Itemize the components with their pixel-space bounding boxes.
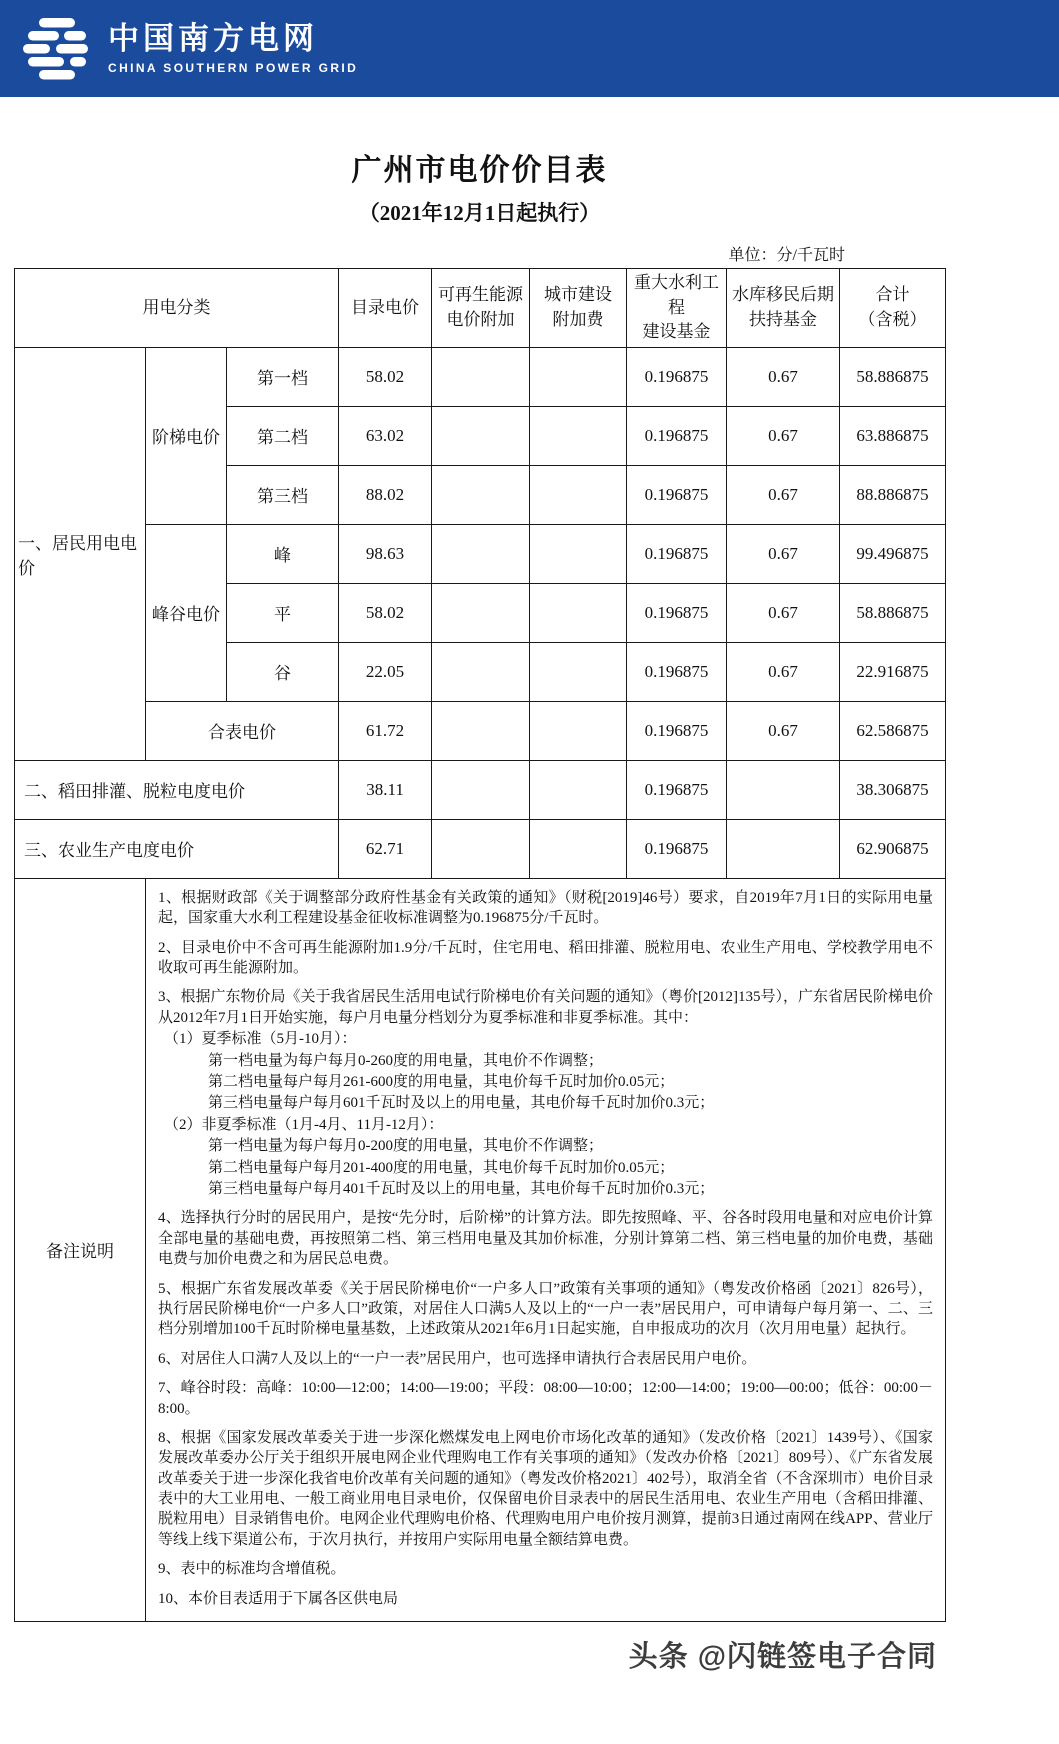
tier-name: 第一档	[227, 347, 339, 406]
col-header-reservoir-fund: 水库移民后期 扶持基金	[727, 269, 840, 348]
tier-name: 谷	[227, 642, 339, 701]
note-item-8: 8、根据《国家发展改革委关于进一步深化燃煤发电上网电价市场化改革的通知》（发改价格〔2021〕1439号）、《国家发展改革委办公厅关于组织开展电网企业代理购电工作有关事项的通知》（发改办价格〔2021〕809号）、《广东省发展改革委关于进一步深化我省电价改革有关问题的通知》（粤发改价格2021〕402号），取消全省（不含深圳市）电价目录表中的大工业用电、一般工商业用电目录电价，仅保留电价目录表中的居民生活用电、农业生产用电（含稻田排灌、脱粒用电）目录销售电价。电网企业代理购电价格、代理购电用户电价按月测算，提前3日通过南网在线APP、营业厅等线上线下渠道公布，于次月执行，并按用户实际用电量全额结算电费。	[158, 1429, 934, 1548]
reservoir-fund-value: 0.67	[727, 642, 840, 701]
catalog-price-value: 22.05	[339, 642, 432, 701]
brand-header-band	[0, 0, 1059, 97]
reservoir-fund-value	[727, 819, 840, 878]
note-item-5: 5、根据广东省发展改革委《关于居民阶梯电价“一户多人口”政策有关事项的通知》（粤发改价格函〔2021〕826号），执行居民阶梯电价“一户多人口”政策，对居住人口满5人及以上的“一户一表”居民用户，可申请每户每月第一、二、三档分别增加100千瓦时阶梯电量基数，上述政策从2021年6月1日起实施，自申报成功的次月（次月用电量）起执行。	[158, 1280, 934, 1338]
water-fund-value: 0.196875	[627, 760, 727, 819]
total-value: 62.906875	[840, 819, 946, 878]
col-header-category: 用电分类	[15, 269, 339, 348]
water-fund-value: 0.196875	[627, 642, 727, 701]
urban-fee-value	[530, 347, 627, 406]
water-fund-value: 0.196875	[627, 406, 727, 465]
table-row-combined-meter	[15, 701, 946, 760]
water-fund-value: 0.196875	[627, 583, 727, 642]
total-value: 58.886875	[840, 347, 946, 406]
csg-logo-icon	[22, 17, 92, 81]
brand-name-en: CHINA SOUTHERN POWER GRID	[108, 61, 359, 76]
watermark: 头条 @闪链签电子合同	[628, 1641, 937, 1674]
reservoir-fund-value: 0.67	[727, 701, 840, 760]
water-fund-value: 0.196875	[627, 347, 727, 406]
note-item-3: 3、根据广东物价局《关于我省居民生活用电试行阶梯电价有关问题的通知》（粤价[2012]135号），广东省居民阶梯电价从2012年7月1日开始实施，每户月电量分档划分为夏季标准和非夏季标准。其中：	[158, 989, 934, 1026]
brand-name-cn: 中国南方电网	[108, 20, 318, 56]
col-header-catalog-price: 目录电价	[339, 269, 432, 348]
water-fund-value: 0.196875	[627, 701, 727, 760]
tier-name: 第三档	[227, 465, 339, 524]
urban-fee-value	[530, 701, 627, 760]
urban-fee-value	[530, 819, 627, 878]
residential-category-label: 一、居民用电电价	[15, 347, 146, 760]
note-item-3-summer-t1: 第一档电量为每户每月0-260度的用电量，其电价不作调整；	[208, 1052, 603, 1069]
col-header-water-fund: 重大水利工程 建设基金	[627, 269, 727, 348]
renewable-surcharge-value	[432, 465, 530, 524]
urban-fee-value	[530, 465, 627, 524]
total-value: 58.886875	[840, 583, 946, 642]
catalog-price-value: 63.02	[339, 406, 432, 465]
table-row-tier1	[15, 347, 946, 406]
catalog-price-value: 62.71	[339, 819, 432, 878]
tier-name: 峰	[227, 524, 339, 583]
table-row-peak	[15, 524, 946, 583]
urban-fee-value	[530, 760, 627, 819]
renewable-surcharge-value	[432, 583, 530, 642]
urban-fee-value	[530, 524, 627, 583]
urban-fee-value	[530, 642, 627, 701]
catalog-price-value: 88.02	[339, 465, 432, 524]
col-header-total: 合计 （含税）	[840, 269, 946, 348]
note-item-3-nonsummer-t1: 第一档电量为每户每月0-200度的用电量，其电价不作调整；	[208, 1138, 603, 1155]
catalog-price-value: 61.72	[339, 701, 432, 760]
water-fund-value: 0.196875	[627, 465, 727, 524]
renewable-surcharge-value	[432, 819, 530, 878]
tier-name: 第二档	[227, 406, 339, 465]
combined-meter-label: 合表电价	[146, 701, 339, 760]
note-item-4: 4、选择执行分时的居民用户，是按“先分时，后阶梯”的计算方法。即先按照峰、平、谷各时段用电量和对应电价计算全部电量的基础电费，再按照第二档、第三档用电量及其加价标准，分别计算第二档、第三档电量的加价电费，基础电费与加价电费之和为居民总电费。	[158, 1210, 934, 1268]
catalog-price-value: 58.02	[339, 583, 432, 642]
price-table	[14, 268, 946, 1622]
water-fund-value: 0.196875	[627, 819, 727, 878]
renewable-surcharge-value	[432, 406, 530, 465]
note-item-3-summer-t3: 第三档电量每户每月601千瓦时及以上的用电量，其电价每千瓦时加价0.3元；	[208, 1095, 715, 1112]
note-item-2: 2、目录电价中不含可再生能源附加1.9分/千瓦时，住宅用电、稻田排灌、脱粒用电、农业生产用电、学校教学用电不收取可再生能源附加。	[158, 939, 934, 977]
reservoir-fund-value: 0.67	[727, 465, 840, 524]
urban-fee-value	[530, 583, 627, 642]
tier-name: 平	[227, 583, 339, 642]
page-subtitle: （2021年12月1日起执行）	[358, 201, 601, 225]
renewable-surcharge-value	[432, 760, 530, 819]
notes-label: 备注说明	[15, 878, 146, 1621]
catalog-price-value: 38.11	[339, 760, 432, 819]
reservoir-fund-value	[727, 760, 840, 819]
paddy-category-label: 二、稻田排灌、脱粒电度电价	[15, 760, 339, 819]
tiered-price-label: 阶梯电价	[146, 347, 227, 524]
note-item-6: 6、对居住人口满7人及以上的“一户一表”居民用户，也可选择申请执行合表居民用户电价。	[158, 1350, 757, 1367]
table-row-notes	[15, 878, 946, 1621]
total-value: 38.306875	[840, 760, 946, 819]
peak-valley-price-label: 峰谷电价	[146, 524, 227, 701]
total-value: 63.886875	[840, 406, 946, 465]
col-header-renewable-surcharge: 可再生能源 电价附加	[432, 269, 530, 348]
note-item-7: 7、峰谷时段：高峰：10:00—12:00；14:00—19:00；平段：08:00—10:00；12:00—14:00；19:00—00:00；低谷：00:00－8:00。	[158, 1380, 934, 1417]
renewable-surcharge-value	[432, 642, 530, 701]
note-item-9: 9、表中的标准均含增值税。	[158, 1561, 346, 1578]
brand-logo-group	[22, 17, 358, 81]
catalog-price-value: 98.63	[339, 524, 432, 583]
unit-note: 单位：分/千瓦时	[728, 247, 845, 264]
note-item-3-summer: （1）夏季标准（5月-10月）：	[164, 1031, 357, 1048]
note-item-3-nonsummer: （2）非夏季标准（1月-4月、11月-12月）：	[164, 1116, 444, 1133]
col-header-urban-fee: 城市建设 附加费	[530, 269, 627, 348]
water-fund-value: 0.196875	[627, 524, 727, 583]
note-item-3-nonsummer-t3: 第三档电量每户每月401千瓦时及以上的用电量，其电价每千瓦时加价0.3元；	[208, 1181, 715, 1197]
table-row-paddy	[15, 760, 946, 819]
note-item-10: 10、本价目表适用于下属各区供电局	[158, 1590, 399, 1607]
note-item-1: 1、根据财政部《关于调整部分政府性基金有关政策的通知》（财税[2019]46号）要求，自2019年7月1日的实际用电量起，国家重大水利工程建设基金征收标准调整为0.196875分/千瓦时。	[158, 889, 934, 927]
table-row-agriculture	[15, 819, 946, 878]
note-item-3-summer-t2: 第二档电量每户每月261-600度的用电量，其电价每千瓦时加价0.05元；	[208, 1074, 675, 1091]
brand-text-block	[108, 22, 358, 75]
note-item-3-nonsummer-t2: 第二档电量每户每月201-400度的用电量，其电价每千瓦时加价0.05元；	[208, 1159, 675, 1176]
renewable-surcharge-value	[432, 524, 530, 583]
reservoir-fund-value: 0.67	[727, 583, 840, 642]
reservoir-fund-value: 0.67	[727, 347, 840, 406]
renewable-surcharge-value	[432, 701, 530, 760]
header-row	[15, 269, 946, 348]
urban-fee-value	[530, 406, 627, 465]
document-body	[14, 145, 945, 1675]
reservoir-fund-value: 0.67	[727, 406, 840, 465]
total-value: 22.916875	[840, 642, 946, 701]
total-value: 62.586875	[840, 701, 946, 760]
total-value: 99.496875	[840, 524, 946, 583]
total-value: 88.886875	[840, 465, 946, 524]
catalog-price-value: 58.02	[339, 347, 432, 406]
renewable-surcharge-value	[432, 347, 530, 406]
reservoir-fund-value: 0.67	[727, 524, 840, 583]
notes-content	[146, 878, 946, 1621]
page-title: 广州市电价价目表	[351, 154, 608, 187]
agriculture-category-label: 三、农业生产电度电价	[15, 819, 339, 878]
